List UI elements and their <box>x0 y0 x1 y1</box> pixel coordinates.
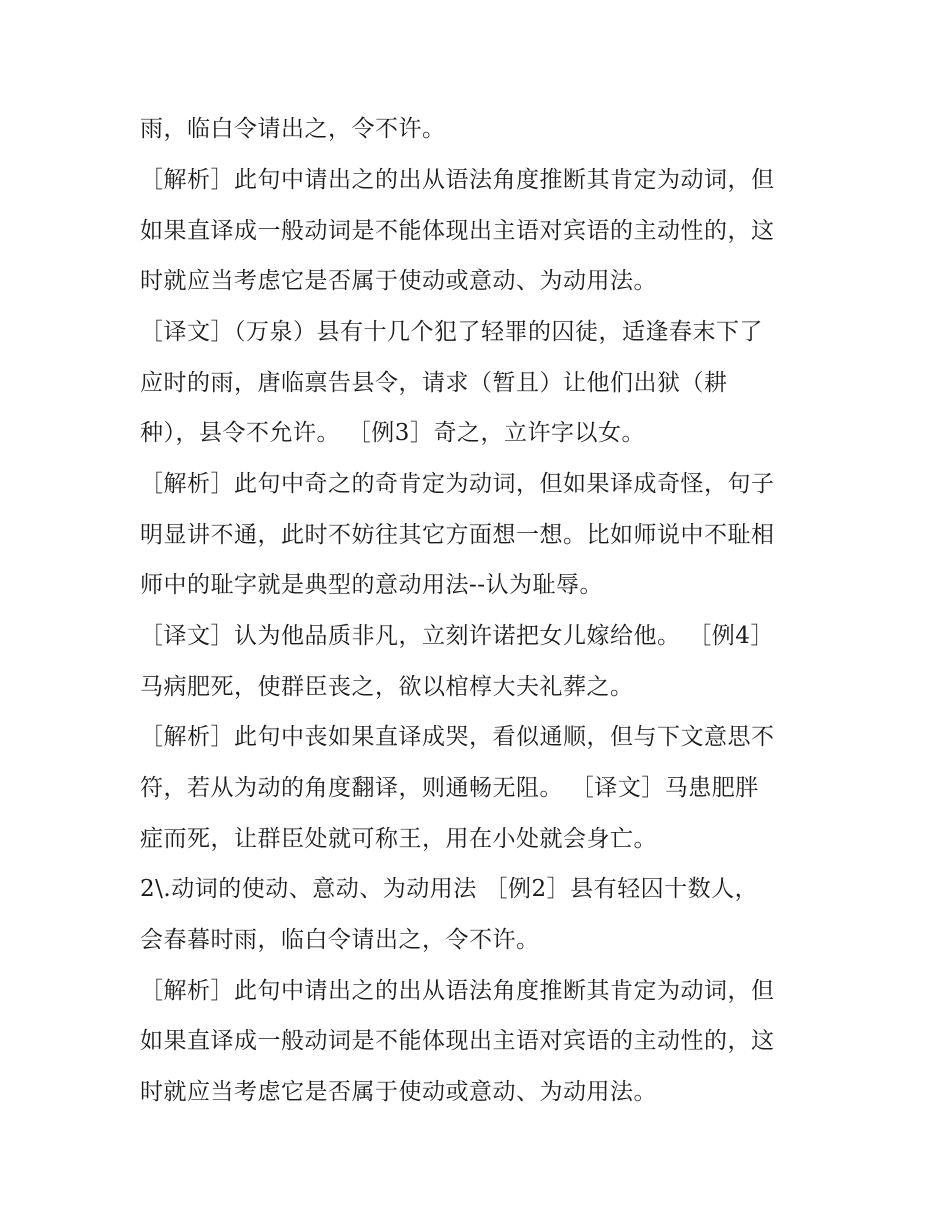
text-line: 如果直译成一般动词是不能体现出主语对宾语的主动性的，这 <box>140 218 775 244</box>
text-line: ［解析］此句中请出之的出从语法角度推断其肯定为动词，但 <box>140 978 775 1004</box>
text-line: 符，若从为动的角度翻译，则通畅无阻。 ［译文］马患肥胖 <box>140 775 759 801</box>
text-line: 症而死，让群臣处就可称王，用在小处就会身亡。 <box>140 826 657 852</box>
text-line: 时就应当考虑它是否属于使动或意动、为动用法。 <box>140 268 657 294</box>
text-line: 马病肥死，使群臣丧之，欲以棺椁大夫礼葬之。 <box>140 674 634 700</box>
text-line: 会春暮时雨，临白令请出之，令不许。 <box>140 927 540 953</box>
text-line: ［解析］此句中丧如果直译成哭，看似通顺，但与下文意思不 <box>140 724 775 750</box>
text-line: 师中的耻字就是典型的意动用法--认为耻辱。 <box>140 572 604 598</box>
text-line: 应时的雨，唐临禀告县令，请求（暂且）让他们出狱（耕 <box>140 370 728 396</box>
text-line: 2\.动词的使动、意动、为动用法 ［例2］县有轻囚十数人， <box>140 876 759 902</box>
text-line: 时就应当考虑它是否属于使动或意动、为动用法。 <box>140 1079 657 1105</box>
text-line: 雨，临白令请出之，令不许。 <box>140 116 446 142</box>
text-line: ［解析］此句中请出之的出从语法角度推断其肯定为动词，但 <box>140 167 775 193</box>
text-line: 明显讲不通，此时不妨往其它方面想一想。比如师说中不耻相 <box>140 522 775 548</box>
text-line: 如果直译成一般动词是不能体现出主语对宾语的主动性的，这 <box>140 1028 775 1054</box>
text-line: ［解析］此句中奇之的奇肯定为动词，但如果译成奇怪，句子 <box>140 471 775 497</box>
text-line: 种），县令不允许。 ［例3］奇之，立许字以女。 <box>140 420 645 446</box>
text-line: ［译文］认为他品质非凡，立刻许诺把女儿嫁给他。 ［例4］ <box>140 623 774 649</box>
text-line: ［译文］（万泉）县有十几个犯了轻罪的囚徒，适逢春末下了 <box>140 319 763 345</box>
